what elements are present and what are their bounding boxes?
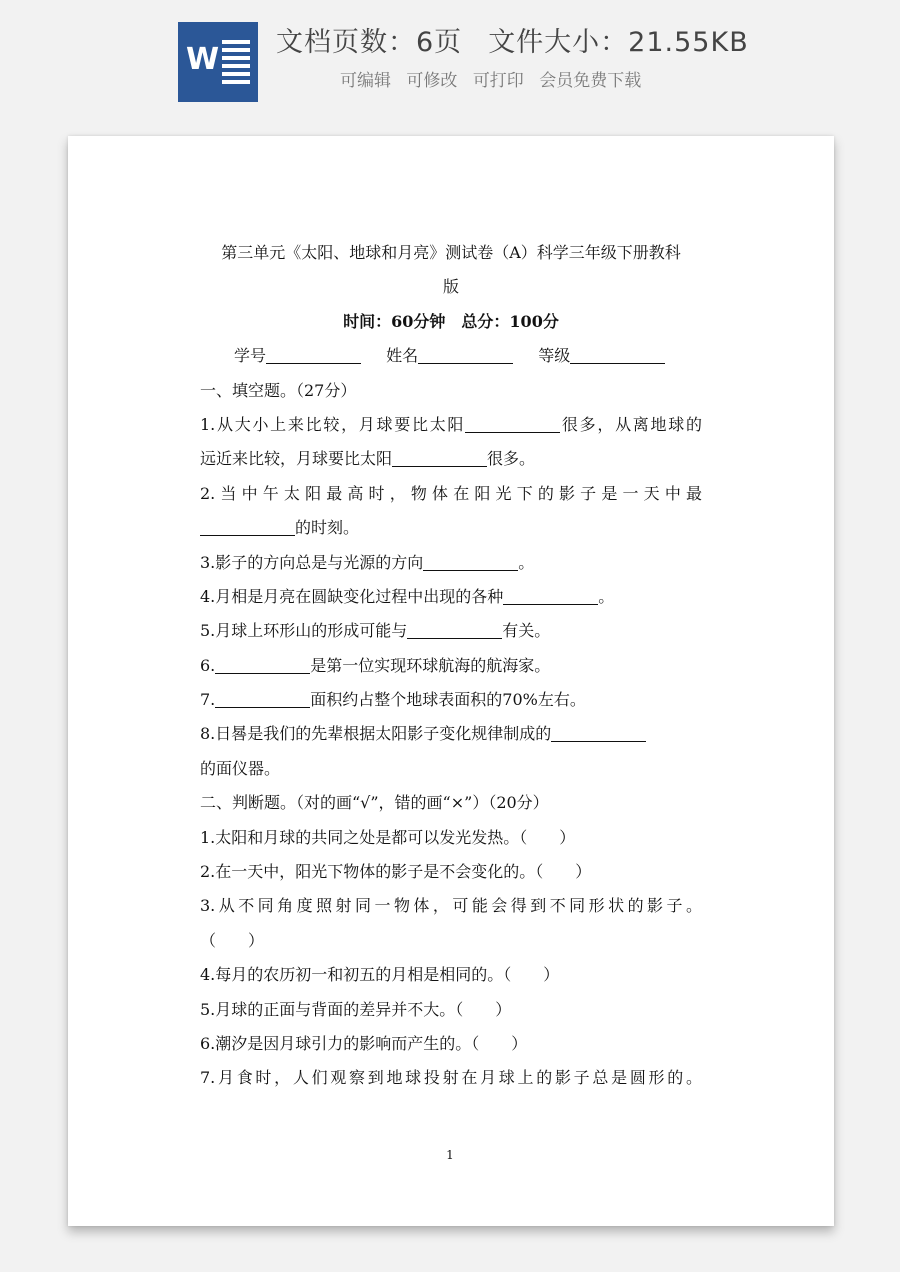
- question-2-line-2: 的时刻。: [200, 511, 702, 545]
- page-number: 1: [446, 1148, 454, 1162]
- field-grade-label: 等级: [538, 346, 571, 366]
- student-fields: [200, 339, 702, 373]
- section-true-false-heading: 二、判断题。（对的画“√”，错的画“×”）（20分）: [200, 793, 549, 813]
- file-size: 文件大小：21.55KB: [488, 27, 749, 58]
- question-3: 3.影子的方向总是与光源的方向 。: [200, 552, 535, 572]
- section-fill-in-heading: 一、填空题。（27分）: [200, 380, 357, 400]
- judge-question-4: 4.每月的农历初一和初五的月相是相同的。（ ）: [200, 965, 560, 985]
- judge-question-5: 5.月球的正面与背面的差异并不大。（ ）: [200, 999, 512, 1019]
- question-6: 6. 是第一位实现环球航海的航海家。: [200, 655, 551, 675]
- field-student-id-label: 学号: [234, 346, 267, 366]
- name-blank: [418, 345, 513, 364]
- answer-blank: [551, 723, 646, 742]
- answer-blank: [407, 620, 502, 639]
- question-1-line-2: 远近来比较，月球要比太阳 很多。: [200, 449, 536, 469]
- feature-list: [340, 66, 651, 91]
- feature-member-free-download: 会员免费下载: [539, 71, 642, 91]
- question-7: 7. 面积约占整个地球表面积的70%左右。: [200, 690, 586, 710]
- answer-blank: [465, 414, 560, 433]
- answer-blank: [392, 448, 487, 467]
- answer-blank: [423, 552, 518, 571]
- answer-blank: [200, 517, 295, 536]
- judge-question-1: 1.太阳和月球的共同之处是都可以发光发热。（ ）: [200, 827, 576, 847]
- answer-blank: [215, 655, 310, 674]
- feature-editable: 可编辑: [340, 71, 391, 91]
- question-1-line-1: 1.从大小上来比较，月球要比太阳 很多，从离地球的: [200, 414, 702, 434]
- judge-question-7: 7.月食时，人们观察到地球投射在月球上的影子总是圆形的。: [200, 1068, 702, 1088]
- judge-question-3-line-2: （ ）: [200, 930, 265, 950]
- grade-blank: [570, 345, 665, 364]
- doc-title-line-2: 版: [442, 277, 459, 297]
- feature-printable: 可打印: [472, 71, 524, 91]
- answer-blank: [215, 689, 310, 708]
- question-8-line-2: 的面仪器。: [200, 758, 281, 778]
- time-info: 时间：60分钟 总分：100分: [343, 311, 559, 331]
- answer-blank: [503, 586, 598, 605]
- document-content: [200, 236, 702, 1096]
- page-count: 文档页数：6页: [276, 27, 463, 58]
- student-id-blank: [266, 345, 361, 364]
- banner-title: [276, 20, 749, 59]
- word-document-icon: [178, 22, 258, 102]
- judge-question-2: 2.在一天中，阳光下物体的影子是不会变化的。（ ）: [200, 862, 592, 882]
- question-5: 5.月球上环形山的形成可能与 有关。: [200, 621, 551, 641]
- download-banner: [0, 0, 900, 130]
- feature-modifiable: 可修改: [406, 71, 458, 91]
- document-lines-graphic: [222, 40, 250, 88]
- judge-question-3-line-1: 3.从不同角度照射同一物体，可能会得到不同形状的影子。: [200, 896, 702, 916]
- judge-question-6: 6.潮汐是因月球引力的影响而产生的。（ ）: [200, 1033, 528, 1053]
- word-w-letter: W: [186, 42, 220, 77]
- question-4: 4.月相是月亮在圆缺变化过程中出现的各种 。: [200, 586, 615, 606]
- question-2-line-1: 2.当中午太阳最高时，物体在阳光下的影子是一天中最: [200, 483, 702, 503]
- field-name-label: 姓名: [386, 346, 419, 366]
- question-8-line-1: 8.日晷是我们的先辈根据太阳影子变化规律制成的: [200, 717, 702, 751]
- doc-title-line-1: 第三单元《太阳、地球和月亮》测试卷（A）科学三年级下册教科: [221, 243, 681, 262]
